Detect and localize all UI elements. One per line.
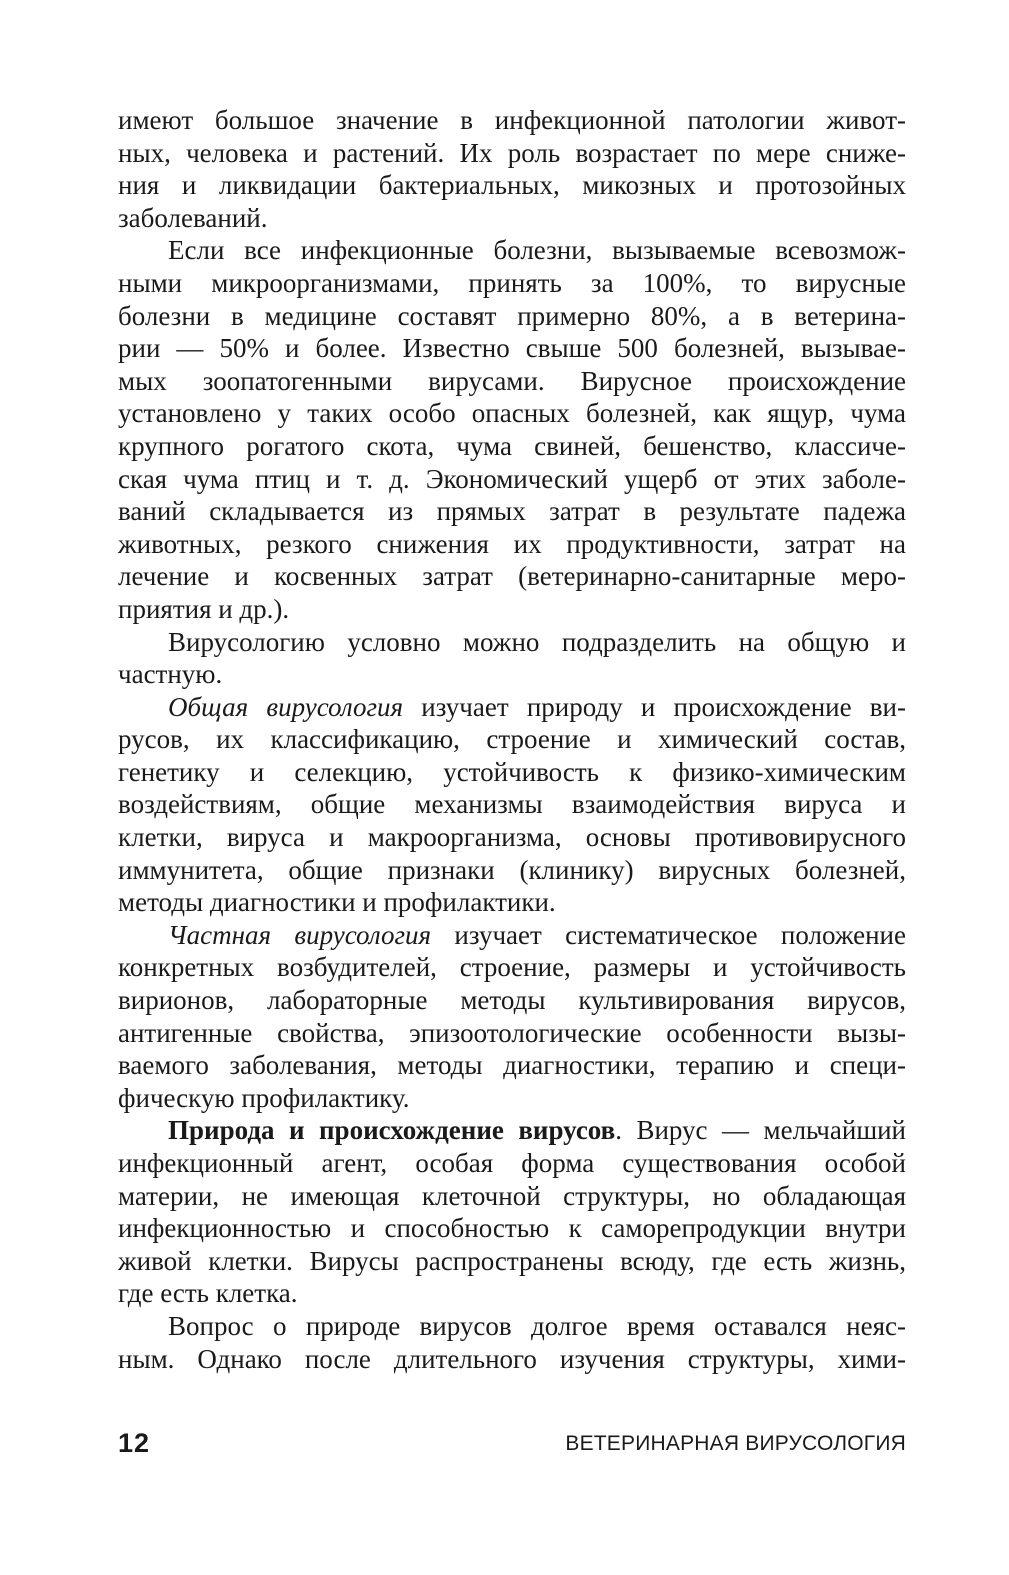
text-line: лечение и косвенных затрат (ветеринарно-санитарные меро- bbox=[118, 561, 906, 592]
italic-term: Частная вирусология bbox=[168, 919, 432, 950]
paragraph bbox=[118, 1310, 906, 1375]
text-line: ская чума птиц и т. д. Экономический ущерб от этих заболе- bbox=[118, 463, 906, 494]
text-line: ными микроорганизмами, принять за 100%, то вирусные bbox=[118, 267, 906, 298]
text-line: антигенные свойства, эпизоотологические особенности вызы- bbox=[118, 1017, 906, 1048]
text-line: Вирусологию условно можно подразделить на общую и bbox=[168, 626, 906, 657]
text-line: животных, резкого снижения их продуктивности, затрат на bbox=[118, 528, 906, 559]
text-line: где есть клетка. bbox=[118, 1278, 298, 1309]
text-line: инфекционный агент, особая форма существования особой bbox=[118, 1148, 906, 1178]
text-line: воздействиям, общие механизмы взаимодействия вируса и bbox=[118, 789, 906, 820]
text-line: заболеваний. bbox=[118, 202, 268, 233]
text-line: мых зоопатогенными вирусами. Вирусное происхождение bbox=[118, 365, 906, 396]
running-title: ВЕТЕРИНАРНАЯ ВИРУСОЛОГИЯ bbox=[565, 1432, 906, 1455]
text-line: ных, человека и растений. Их роль возрастает по мере сниже- bbox=[118, 137, 906, 168]
italic-term: Общая вирусология bbox=[168, 691, 404, 722]
text-run: изучает природу и происхождение ви- bbox=[403, 691, 907, 722]
text-line: клетки, вируса и макроорганизма, основы противовирусного bbox=[118, 822, 906, 853]
text-line: Вопрос о природе вирусов долгое время оставался неяс- bbox=[168, 1310, 906, 1341]
paragraph bbox=[118, 626, 906, 691]
text-line: инфекционностью и способностью к саморепродукции внутри bbox=[118, 1213, 906, 1244]
text-line: крупного рогатого скота, чума свиней, бешенство, классиче- bbox=[118, 430, 906, 461]
text-line: живой клетки. Вирусы распространены всюду, где есть жизнь, bbox=[118, 1245, 906, 1276]
text-line: русов, их классификацию, строение и химический состав, bbox=[118, 724, 906, 755]
body-text bbox=[118, 104, 906, 1375]
text-line: приятия и др.). bbox=[118, 593, 290, 624]
text-line: конкретных возбудителей, строение, размеры и устойчивость bbox=[118, 952, 906, 983]
text-line: фическую профилактику. bbox=[118, 1082, 410, 1113]
text-line: материи, не имеющая клеточной структуры, но обладающая bbox=[118, 1180, 906, 1211]
text-line: иммунитета, общие признаки (клинику) вирусных болезней, bbox=[118, 854, 906, 885]
text-line bbox=[118, 919, 906, 952]
text-line: имеют большое значение в инфекционной патологии живот- bbox=[118, 105, 906, 135]
page-footer bbox=[118, 1428, 906, 1468]
page-number: 12 bbox=[118, 1428, 151, 1458]
paragraph bbox=[118, 1114, 906, 1310]
paragraph bbox=[118, 691, 906, 919]
text-line: болезни в медицине составят примерно 80%, а в ветерина- bbox=[118, 300, 906, 331]
text-line bbox=[118, 691, 906, 724]
text-run: изучает систематическое положение bbox=[431, 919, 906, 950]
paragraph bbox=[118, 919, 906, 1115]
paragraph bbox=[118, 104, 906, 234]
text-line: ваемого заболевания, методы диагностики, терапию и специ- bbox=[118, 1050, 906, 1081]
text-line: ным. Однако после длительного изучения структуры, хими- bbox=[118, 1343, 906, 1374]
text-line: ния и ликвидации бактериальных, микозных и протозойных bbox=[118, 170, 906, 201]
text-line: методы диагностики и профилактики. bbox=[118, 887, 556, 918]
text-line: рии — 50% и более. Известно свыше 500 болезней, вызывае- bbox=[118, 333, 906, 364]
text-line: установлено у таких особо опасных болезней, как ящур, чума bbox=[118, 398, 906, 429]
text-line: ваний складывается из прямых затрат в результате падежа bbox=[118, 496, 906, 527]
text-run: . Вирус — мельчайший bbox=[615, 1115, 907, 1146]
text-line: частную. bbox=[118, 659, 223, 690]
text-line: Если все инфекционные болезни, вызываемые всевозмож- bbox=[168, 235, 906, 266]
text-line: вирионов, лабораторные методы культивирования вирусов, bbox=[118, 985, 906, 1016]
section-heading: Природа и происхождение вирусов bbox=[168, 1115, 616, 1146]
paragraph bbox=[118, 234, 906, 625]
text-line bbox=[118, 1114, 906, 1147]
text-line: генетику и селекцию, устойчивость к физико-химическим bbox=[118, 756, 906, 787]
